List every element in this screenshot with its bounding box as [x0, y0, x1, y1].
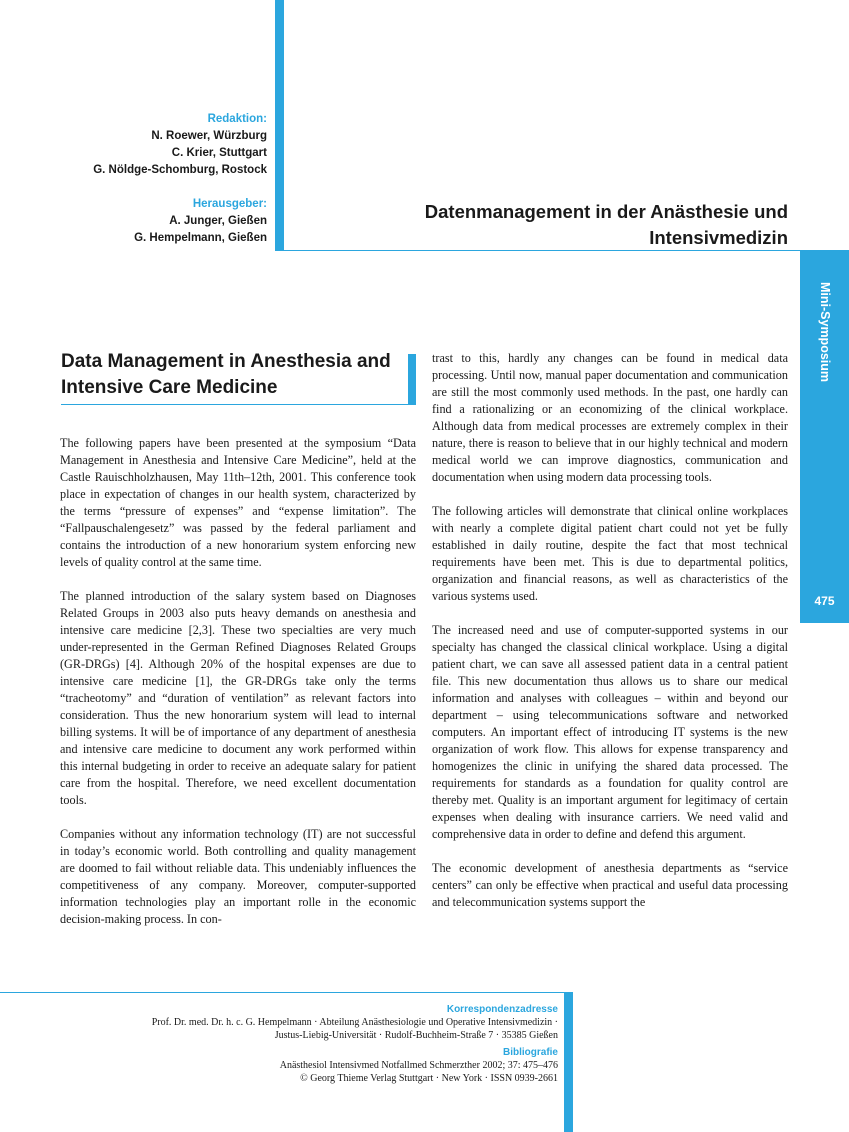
german-title-line: Intensivmedizin	[649, 227, 788, 248]
redaktion-name: N. Roewer, Würzburg	[151, 130, 267, 142]
bibliografie-label: Bibliografie	[502, 1047, 558, 1058]
paragraph: The increased need and use of computer-supported systems in our specialty has changed the classical clinical workplace. Using a digital patient chart, we can save all assessed patient data in a central patient file. This new documentation thus allows us to share our medical information and analyses with colleagues – within and beyond our department – using telecommunications software and networked computers. An important effect of introducing IT systems is the new organization of work flow. This allows for expense transparency and homogenizes the clinic in unifying the shared data processed. The requirements for standards as a foundation for quality control are thereby met. Quality is an important argument for legitimacy of certain expenses when dealing with insurance carriers. We need valid and comprehensive data in order to define and defend this argument.	[432, 623, 788, 841]
left-column	[60, 435, 416, 945]
footer-accent-bar	[564, 992, 573, 1132]
redaktion-label: Redaktion:	[207, 113, 267, 125]
footer-accent-rule	[0, 992, 572, 993]
bibliografie-line: Anästhesiol Intensivmed Notfallmed Schmerzther 2002; 37: 475–476	[279, 1060, 558, 1071]
title-accent-rule	[61, 404, 416, 405]
editors-block	[60, 111, 267, 247]
herausgeber-name: A. Junger, Gießen	[169, 215, 267, 227]
paragraph: The planned introduction of the salary system based on Diagnoses Related Groups in 2003 also puts heavy demands on anesthesia and intensive care medicine [2,3]. These two specialties are very much under-represented in the German Refined Diagnoses Related Groups (GR-DRGs) [4]. Although 20% of the hospital expenses are due to intensive care medicine [1], the GR-DRGs take only the terms “tracheotomy” and “duration of ventilation” as relevant factors into consideration. Thus the new honorarium system will lead to internal billing systems. It will be of importance of any department of anesthesia and intensive care medicine to document any work performed within this internal budgeting in order to receive an adequate salary for patient care from the hospital. Therefore, we need excellent documentation tools.	[60, 589, 416, 807]
paragraph: Companies without any information technology (IT) are not successful in today’s economic world. Both controlling and quality management are doomed to fail without reliable data. This undeniably influences the competitiveness of any company. Moreover, computer-supported information technologies play an important rolle in the economic decision-making process. In con-	[60, 827, 416, 926]
section-tab-label-wrap	[800, 272, 849, 392]
top-accent-bar	[275, 0, 284, 251]
german-title-line: Datenmanagement in der Anästhesie und	[424, 201, 788, 222]
redaktion-name: G. Nöldge-Schomburg, Rostock	[93, 164, 267, 176]
paragraph: The economic development of anesthesia departments as “service centers” can only be effective when practical and useful data processing and telecommunication systems support the	[432, 861, 788, 909]
footer	[60, 1003, 558, 1085]
bibliografie-line: © Georg Thieme Verlag Stuttgart · New York · ISSN 0939-2661	[300, 1073, 558, 1084]
korrespondenz-line: Justus-Liebig-Universität · Rudolf-Buchheim-Straße 7 · 35385 Gießen	[274, 1030, 558, 1041]
page-number: 475	[814, 594, 835, 608]
korrespondenz-line: Prof. Dr. med. Dr. h. c. G. Hempelmann · Abteilung Anästhesiologie und Operative Intensivmedizin ·	[151, 1017, 558, 1028]
german-title	[360, 199, 788, 251]
herausgeber-name: G. Hempelmann, Gießen	[134, 232, 267, 244]
herausgeber-label: Herausgeber:	[192, 198, 267, 210]
article-title: Data Management in Anesthesia and Intensive Care Medicine	[61, 351, 391, 398]
korrespondenz-label: Korrespondenzadresse	[446, 1004, 558, 1015]
right-column	[432, 350, 788, 928]
paragraph: The following papers have been presented at the symposium “Data Management in Anesthesia and Intensive Care Medicine”, held at the Castle Rauischholzhausen, May 11th–12th, 2001. This conference took place in expectation of changes in our health system, characterized by the terms “pressure of expenses” and “expense limitation”. The “Fallpauschalengesetz” was passed by the federal parliament and contains the introduction of a new honorarium system enforcing new levels of quality control at the same time.	[60, 436, 416, 569]
redaktion-name: C. Krier, Stuttgart	[171, 147, 267, 159]
title-accent-bar	[408, 354, 416, 405]
paragraph: trast to this, hardly any changes can be found in medical data processing. Until now, manual paper documentation and communication are still the most commonly used methods. In the past, one hardly can find a rationalizing or an economizing of the clinical workplace. Although data from medical processes are extremely complex in their nature, there is reason to believe that in our highly technical and modern medical world we can improve diagnostics, communication and documentation when using modern data processing tools.	[432, 351, 788, 484]
section-tab-label: Mini-Symposium	[817, 281, 832, 383]
paragraph: The following articles will demonstrate that clinical online workplaces with nearly a complete digital patient chart could not yet be fully established in daily routine, despite the fact that most technical requirements have been met. This is due to departmental politics, organization and financial reasons, as well as characteristics of the various systems used.	[432, 504, 788, 603]
